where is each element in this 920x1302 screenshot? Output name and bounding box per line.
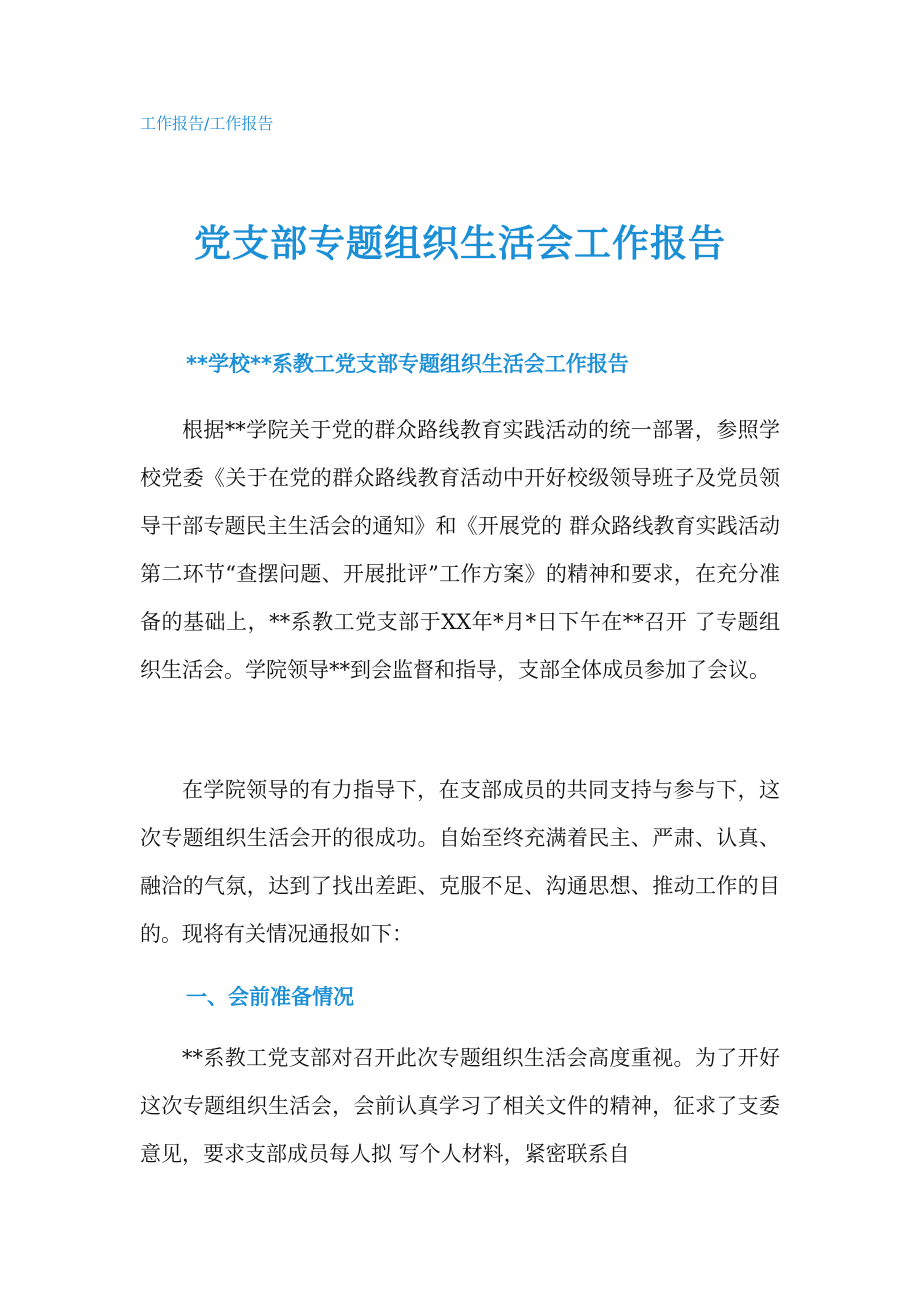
section-heading-1: 一、会前准备情况 xyxy=(186,985,354,1009)
breadcrumb[interactable]: 工作报告/工作报告 xyxy=(140,114,274,133)
body-paragraph-1: 根据**学院关于党的群众路线教育实践活动的统一部署，参照学校党委《关于在党的群众路线教育活动中开好校级领导班子及党员领导干部专题民主生活会的通知》和《开展党的 群众路线教育实践活动第二环节“查摆问题、开展批评”工作方案》的精神和要求，在充分准备的基础上，**系教工党支部于XX年*月*日下午在**召开 了专题组织生活会。学院领导**到会监督和指导，支部全体成员参加了会议。 xyxy=(140,418,780,682)
section-1-paragraph: **系教工党支部对召开此次专题组织生活会高度重视。为了开好这次专题组织生活会，会前认真学习了相关文件的精神，征求了支委意见，要求支部成员每人拟 写个人材料，紧密联系自 xyxy=(140,1046,780,1166)
page-title: 党支部专题组织生活会工作报告 xyxy=(194,222,726,265)
body-paragraph-2: 在学院领导的有力指导下，在支部成员的共同支持与参与下，这次专题组织生活会开的很成功。自始至终充满着民主、严肃、认真、融洽的气氛，达到了找出差距、克服不足、沟通思想、推动工作的目的。现将有关情况通报如下： xyxy=(140,778,780,946)
document-subtitle: **学校**系教工党支部专题组织生活会工作报告 xyxy=(186,352,629,376)
